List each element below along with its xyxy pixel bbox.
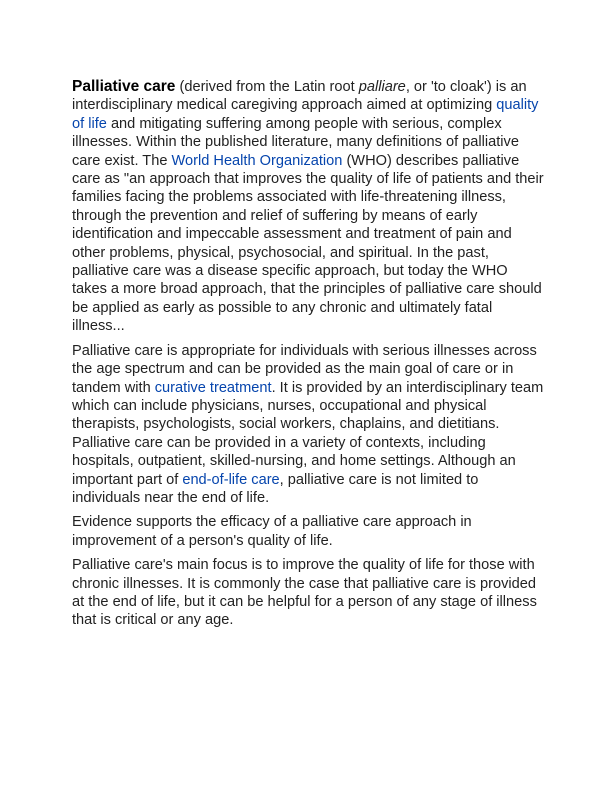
article-term: Palliative care (72, 78, 176, 95)
paragraph-text: and mitigating suffering among people with serious, complex illnesses. Within the published literature, many definitions of palliative care exist. The (72, 115, 519, 169)
link-curative-treatment[interactable]: curative treatment (154, 379, 272, 396)
paragraph-text: , palliative care is not limited to individuals near the end of life. (72, 471, 479, 506)
latin-root-term: palliare (358, 79, 406, 95)
link-quality-of-life[interactable]: quality of life (72, 97, 539, 132)
paragraph-scope (72, 342, 544, 508)
document-page (72, 78, 544, 636)
link-end-of-life-care[interactable]: end-of-life care (182, 471, 280, 488)
paragraph-main-focus: Palliative care's main focus is to improve the quality of life for those with chronic illnesses. It is commonly the case that palliative care is provided at the end of life, but it can be helpful for a person of any stage of illness that is critical or any age. (72, 557, 537, 629)
paragraph-text: (derived from the Latin root (175, 79, 359, 95)
paragraph-definition (72, 78, 544, 336)
paragraph-text: . It is provided by an interdisciplinary team which can include physicians, nurses, occupational and physical therapists, psychologists, social workers, chaplains, and dietitians. Palliative care can be provided in a variety of contexts, including hospitals, outpatient, skilled-nursing, and home settings. Although an important part of (72, 379, 544, 488)
paragraph-text: Palliative care is appropriate for individuals with serious illnesses across the age spectrum and can be provided as the main goal of care or in tandem with (72, 342, 537, 396)
paragraph-text: , or 'to cloak') is an interdisciplinary medical caregiving approach aimed at optimizing (72, 79, 527, 114)
paragraph-text: (WHO) describes palliative care as "an approach that improves the quality of life of patients and their families facing the problems associated with life-threatening illness, through the prevention and relief of suffering by means of early identification and impeccable assessment and treatment of pain and other problems, physical, psychosocial, and spiritual. In the past, palliative care was a disease specific approach, but today the WHO takes a more broad approach, that the principles of palliative care should be applied as early as possible to any chronic and ultimately fatal illness... (72, 152, 544, 335)
link-world-health-organization[interactable]: World Health Organization (171, 152, 343, 169)
paragraph-evidence: Evidence supports the efficacy of a palliative care approach in improvement of a person's quality of life. (72, 514, 472, 549)
